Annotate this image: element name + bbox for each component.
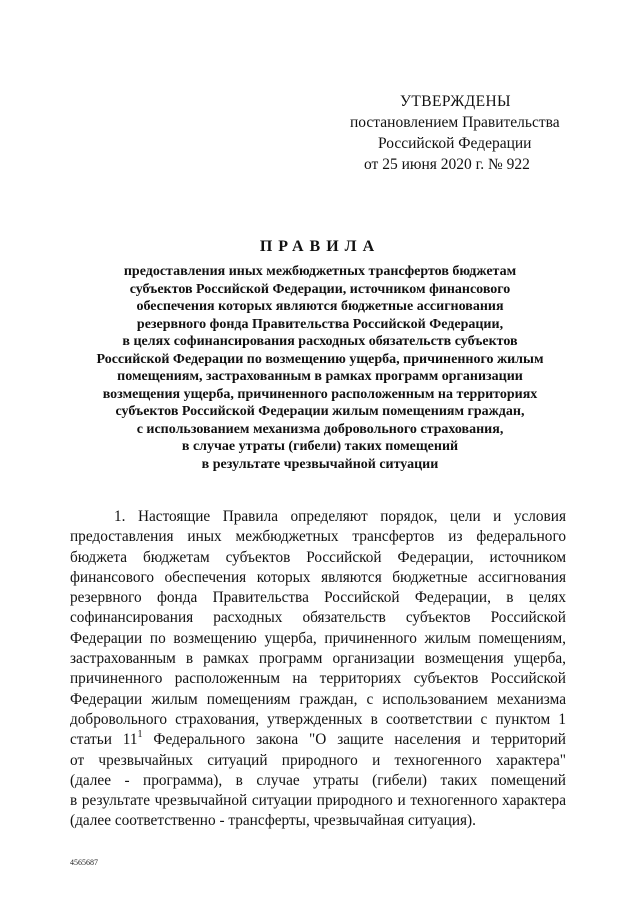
paragraph-line: в результате чрезвычайной ситуации природного и техногенного характера [70,792,566,810]
paragraph-line: застрахованным в рамках программ организации возмещения ущерба, [70,650,566,668]
document-title: ПРАВИЛА [259,238,381,255]
paragraph-line: софинансирования расходных обязательств субъектов Российской [70,609,566,627]
subtitle-line: резервного фонда Правительства Российской Федерации, [136,316,504,332]
approval-date-line: от 25 июня 2020 г. № 922 [364,156,530,173]
paragraph-line: Федерации жилым помещениям граждан, с использованием механизма [70,690,566,708]
paragraph-line: 1. Настоящие Правила определяют порядок, цели и условия [114,508,566,525]
document-subtitle [70,263,570,473]
subtitle-line: в случае утраты (гибели) таких помещений [181,439,459,454]
approval-line: Российской Федерации [378,135,532,152]
subtitle-line: возмещения ущерба, причиненного расположенным на территориях [102,386,538,402]
subtitle-line: субъектов Российской Федерации, источником финансового [129,281,511,297]
paragraph-line-with-superscript [70,730,566,750]
subtitle-line: помещениям, застрахованным в рамках программ организации [117,369,523,384]
law-title-ref: Федерального закона "О защите населения и территорий [142,731,566,749]
subtitle-line: в результате чрезвычайной ситуации [201,456,439,472]
approval-block [342,91,572,175]
paragraph-line: добровольного страхования, утвержденных в соответствии с пунктом 1 [70,710,566,728]
subtitle-line: предоставления иных межбюджетных трансфертов бюджетам [123,264,517,279]
paragraph-line: Федерации по возмещению ущерба, причиненного жилым помещениям, [70,629,566,647]
subtitle-line: в целях софинансирования расходных обязательств субъектов [122,334,518,349]
approval-line: постановлением Правительства [350,114,560,131]
paragraph-line: бюджета бюджетам субъектов Российской Федерации, источником [70,548,566,566]
paragraph-line: причиненного расположенным на территориях субъектов Российской [70,670,566,688]
paragraph-line: финансового обеспечения которых являются бюджетные ассигнования [70,568,566,586]
paragraph-line: (далее соответственно - трансферты, чрезвычайная ситуация). [70,812,476,830]
subtitle-line: Российской Федерации по возмещению ущерба, причиненного жилым [96,351,544,367]
superscript-index: 1 [137,729,143,741]
approval-heading: УТВЕРЖДЕНЫ [400,93,511,110]
subtitle-line: субъектов Российской Федерации жилым помещениям граждан, [115,404,525,419]
paragraph-1 [70,507,566,832]
paragraph-line: резервного фонда Правительства Российской Федерации, в целях [70,589,566,607]
law-article-ref: статьи 11 [70,731,138,749]
subtitle-line: с использованием механизма добровольного страхования, [136,421,504,437]
subtitle-line: обеспечения которых являются бюджетные ассигнования [136,299,504,314]
document-id: 4565687 [70,858,98,867]
paragraph-line: предоставления иных межбюджетных трансфертов из федерального [70,528,566,546]
paragraph-line: от чрезвычайных ситуаций природного и техногенного характера" [70,751,566,769]
paragraph-line: (далее - программа), в случае утраты (гибели) таких помещений [70,771,566,789]
